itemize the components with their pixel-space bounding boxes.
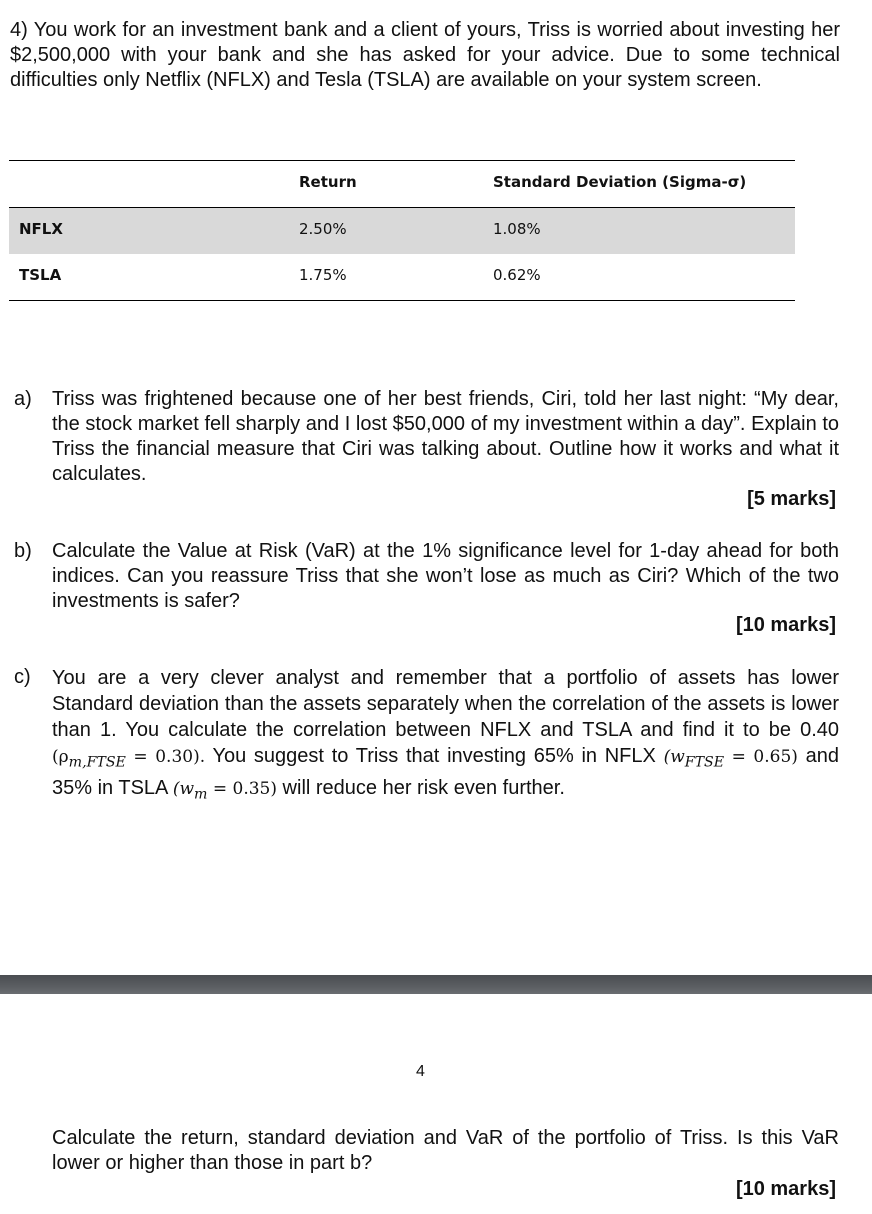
math-subscript: m (194, 786, 208, 803)
question-text: Calculate the Value at Risk (VaR) at the 1% significance level for 1-day ahead for both indices. Can you reassure Triss that she won’t lose as much as Ciri? Which of the two investments is safer? (52, 540, 839, 612)
asset-return: 1.75% (299, 266, 347, 284)
table-row (9, 254, 795, 301)
asset-return: 2.50% (299, 220, 347, 238)
question-text-part: You suggest to Triss that investing 65% in NFLX (205, 745, 656, 767)
marks-c: [10 marks] (735, 1178, 836, 1200)
table-header-row (9, 160, 795, 208)
intro-paragraph: 4) You work for an investment bank and a client of yours, Triss is worried about investing her $2,500,000 with your bank and she has asked for your advice. Due to some technical difficulties only Netflix (NFLX) and Tesla (TSLA) are available on your system screen. (10, 19, 840, 91)
question-text: Triss was frightened because one of her best friends, Ciri, told her last night: “My dear, the stock market fell sharply and I lost $50,000 of my investment within a day”. Explain to Triss the financial measure that Ciri was talking about. Outline how it works and what it calculates. (52, 388, 839, 485)
math-w-m (172, 779, 277, 803)
math-value: = 0.35) (207, 779, 277, 800)
math-subscript: m,FTSE (68, 754, 126, 771)
math-value: = 0.30). (125, 747, 206, 767)
question-c-continued (14, 1126, 839, 1176)
math-symbol: (w (663, 747, 685, 767)
question-text-part: and 35% in TSLA (52, 745, 839, 800)
question-text-part: You are a very clever analyst and remember that a portfolio of assets has lower Standard deviation than the assets separately when the correlation of the assets is lower than 1. You calculate the correlation between NFLX and TSLA and find it to be 0.40 (52, 667, 839, 741)
header-std-dev: Standard Deviation (Sigma-σ) (493, 173, 747, 191)
asset-std-dev: 0.62% (493, 266, 541, 284)
question-label: a) (14, 388, 32, 410)
question-text: Calculate the return, standard deviation and VaR of the portfolio of Triss. Is this VaR lower or higher than those in part b? (52, 1127, 839, 1174)
header-return: Return (299, 173, 357, 191)
math-symbol: (ρ (52, 747, 69, 767)
asset-name: NFLX (19, 220, 63, 238)
question-label: c) (14, 666, 31, 688)
math-w-ftse (663, 747, 798, 771)
question-label: b) (14, 540, 32, 562)
math-symbol: (w (172, 779, 195, 800)
asset-std-dev: 1.08% (493, 220, 541, 238)
math-rho (52, 747, 206, 771)
question-text (52, 665, 839, 808)
marks-a: [5 marks] (747, 488, 836, 510)
question-b (14, 539, 839, 614)
page-number: 4 (416, 1063, 425, 1080)
marks-b: [10 marks] (735, 614, 836, 636)
question-c (14, 665, 839, 805)
asset-name: TSLA (19, 266, 62, 284)
table-row (9, 208, 795, 254)
math-subscript: FTSE (684, 754, 725, 771)
asset-table (9, 160, 795, 301)
page-break-bar (0, 975, 872, 994)
question-a (14, 387, 839, 487)
math-value: = 0.65) (724, 747, 798, 767)
question-text-part: will reduce her risk even further. (277, 777, 565, 800)
